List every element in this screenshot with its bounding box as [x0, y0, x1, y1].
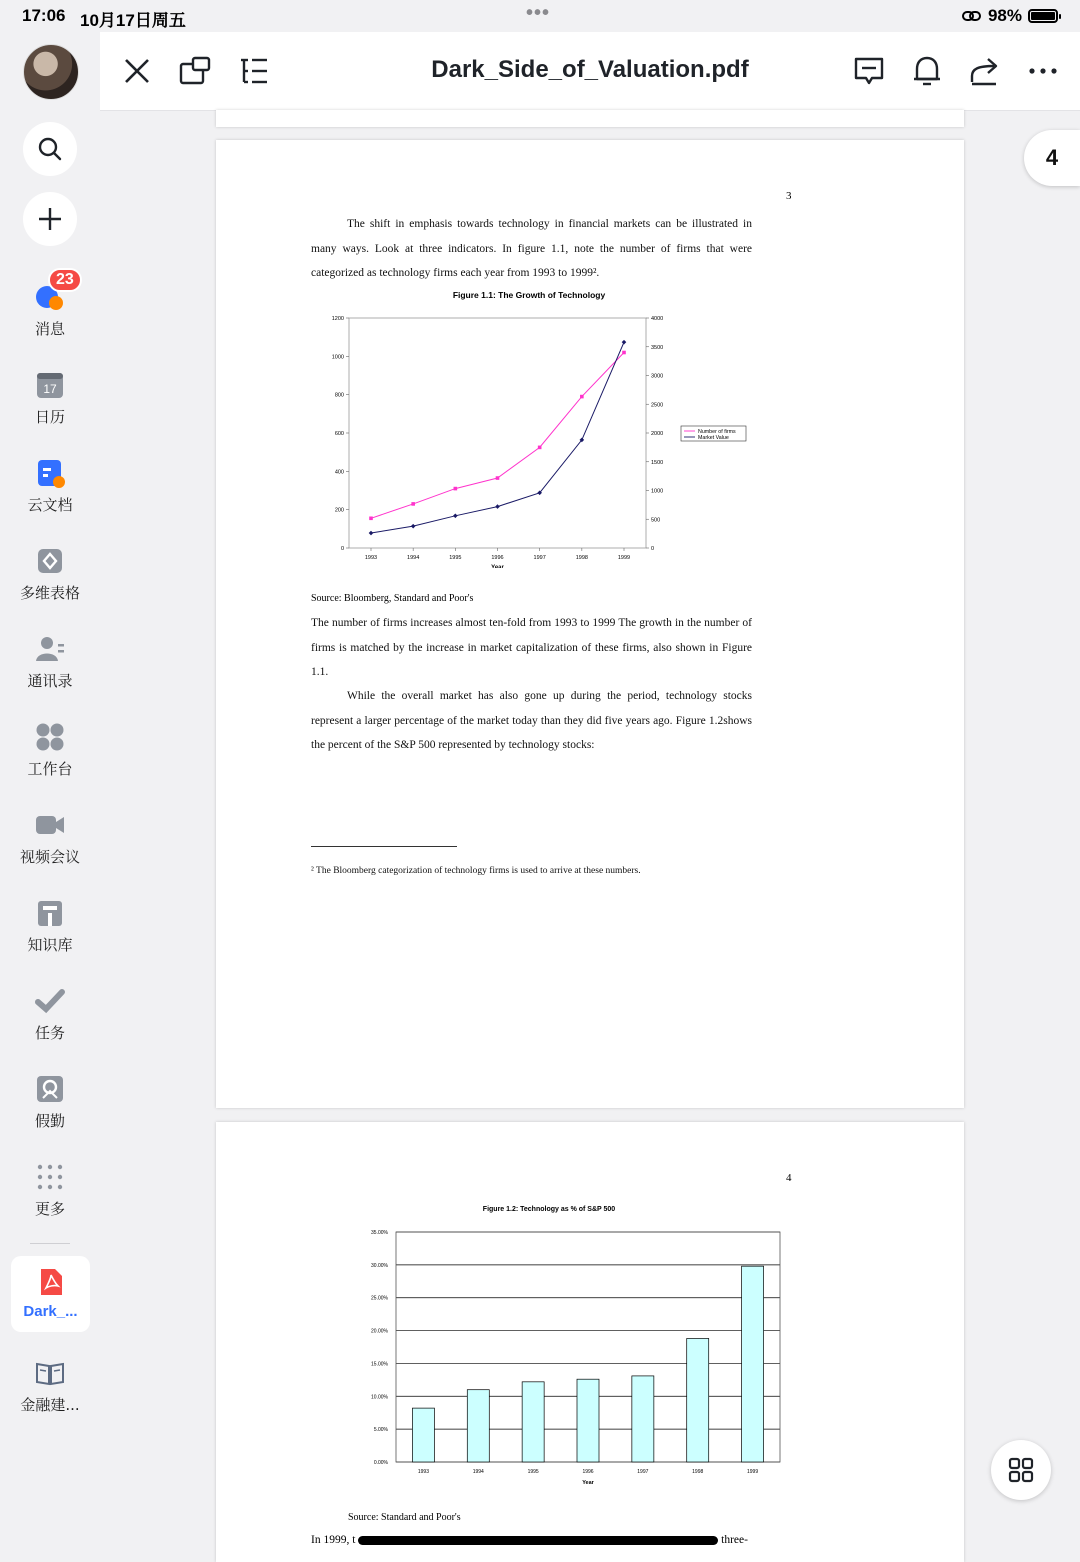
y-tick-label: 0	[340, 546, 344, 552]
share-icon	[968, 54, 1002, 88]
sidebar-item-label: 视频会议	[19, 848, 80, 866]
partial-paragraph	[311, 1534, 752, 1546]
y-tick-label: 1000	[331, 354, 344, 361]
data-point	[496, 476, 500, 480]
sidebar-item-calendar[interactable]	[0, 370, 100, 427]
bar	[687, 1338, 709, 1462]
y2-tick-label: 4000	[651, 316, 664, 322]
active-document-label: Dark_...	[23, 1303, 78, 1320]
x-tick-label: 1998	[575, 555, 588, 561]
sidebar-item-wiki[interactable]	[0, 898, 100, 955]
data-point	[369, 531, 374, 536]
data-point	[622, 351, 626, 355]
sidebar-item-label: 云文档	[27, 496, 73, 514]
data-point	[411, 524, 416, 529]
y-tick-label: 5.00%	[373, 1427, 388, 1434]
pdf-icon	[11, 1268, 90, 1301]
data-point	[580, 395, 584, 399]
video-meeting-icon	[35, 810, 65, 840]
y-tick-label: 25.00%	[371, 1295, 388, 1302]
y-tick-label: 200	[334, 507, 344, 514]
y-tick-label: 600	[334, 431, 344, 437]
battery-fill	[1031, 12, 1055, 20]
x-tick-label: 1996	[491, 555, 504, 561]
sidebar-item-cloud-docs[interactable]	[0, 458, 100, 515]
y-tick-label: 800	[334, 392, 344, 399]
add-button[interactable]	[23, 192, 77, 246]
sidebar-item-label: 更多	[34, 1200, 65, 1218]
cloud-doc-icon	[35, 458, 65, 488]
page-number: 4	[786, 1172, 792, 1184]
x-axis-label: Year	[491, 565, 504, 568]
plot-area	[349, 318, 646, 548]
bar	[577, 1379, 599, 1462]
bar	[632, 1376, 654, 1462]
workplace-icon	[35, 722, 65, 752]
chart-figure-1-1	[311, 288, 771, 568]
y-tick-label: 15.00%	[371, 1361, 388, 1368]
redaction-bar	[358, 1536, 718, 1545]
task-icon	[35, 986, 65, 1016]
y-tick-label: 35.00%	[371, 1230, 388, 1236]
sidebar-item-contacts[interactable]	[0, 634, 100, 691]
comment-button[interactable]	[852, 54, 886, 88]
x-tick-label: 1999	[747, 1469, 759, 1475]
data-point	[369, 516, 373, 520]
x-tick-label: 1993	[417, 1469, 429, 1475]
y-tick-label: 1200	[331, 316, 344, 322]
wiki-icon	[35, 898, 65, 928]
x-axis-label: Year	[582, 1480, 594, 1486]
chart-source: Source: Standard and Poor's	[348, 1512, 461, 1523]
pdf-page-2-tail	[216, 110, 964, 127]
y-tick-label: 30.00%	[371, 1262, 388, 1269]
sidebar-item-workplace[interactable]	[0, 722, 100, 779]
link-icon	[962, 9, 982, 23]
chart-title: Figure 1.1: The Growth of Technology	[452, 290, 606, 300]
thumbnail-grid-button[interactable]	[991, 1440, 1051, 1500]
y2-tick-label: 1000	[651, 488, 664, 495]
x-tick-label: 1999	[617, 555, 631, 561]
status-date: 10月17日周五	[80, 11, 186, 30]
search-icon	[37, 136, 63, 162]
sidebar-item-label: 多维表格	[19, 584, 80, 602]
battery-percent: 98%	[987, 6, 1022, 25]
y2-tick-label: 2500	[651, 402, 664, 409]
battery-status	[962, 6, 1058, 26]
plus-icon	[37, 206, 63, 232]
y-tick-label: 10.00%	[371, 1394, 388, 1401]
y2-tick-label: 0	[651, 546, 655, 552]
current-page-indicator[interactable]: 4	[1024, 130, 1080, 186]
comment-icon	[852, 54, 886, 88]
x-tick-label: 1995	[449, 555, 462, 561]
book-icon	[35, 1358, 65, 1388]
y2-tick-label: 1500	[651, 459, 664, 466]
sidebar-item-active-document[interactable]	[11, 1256, 90, 1332]
more-grid-icon	[35, 1162, 65, 1192]
document-toolbar	[100, 32, 1080, 111]
sidebar-item-label: 消息	[34, 320, 65, 338]
sidebar-item-finance-doc[interactable]	[0, 1358, 100, 1415]
sidebar-item-video-meeting[interactable]	[0, 810, 100, 867]
attendance-icon	[35, 1074, 65, 1104]
multitask-dots-icon[interactable]: •••	[526, 2, 551, 24]
bar	[467, 1390, 489, 1462]
status-time: 17:06	[22, 6, 66, 25]
sidebar-item-attendance[interactable]	[0, 1074, 100, 1131]
sidebar-item-tasks[interactable]	[0, 986, 100, 1043]
y2-tick-label: 500	[651, 517, 661, 524]
pdf-page-4	[216, 1122, 964, 1562]
x-tick-label: 1997	[637, 1469, 649, 1475]
footnote-divider	[311, 846, 457, 847]
sidebar-item-label: 假勤	[34, 1112, 65, 1130]
sidebar-item-messages[interactable]	[0, 282, 100, 339]
x-tick-label: 1993	[364, 555, 378, 561]
page-number: 3	[786, 190, 792, 202]
document-title: Dark_Side_of_Valuation.pdf	[431, 56, 749, 83]
y-tick-label: 400	[334, 469, 344, 476]
x-tick-label: 1996	[582, 1469, 594, 1475]
sidebar-divider	[30, 1243, 70, 1244]
battery-icon	[1028, 9, 1058, 23]
paragraph: The shift in emphasis towards technology in financial markets can be illustrated in many ways. Look at three indicators. In figure 1.1, note the number of firms that were categorized as technology firms each year from 1993 to 1999².	[311, 218, 752, 279]
bar	[522, 1382, 544, 1462]
chart-title: Figure 1.2: Technology as % of S&P 500	[482, 1206, 616, 1213]
calendar-icon	[35, 370, 65, 400]
bell-icon	[910, 54, 944, 88]
data-point	[538, 446, 542, 450]
data-point	[454, 487, 458, 491]
bar	[412, 1408, 434, 1462]
partial-text-end: three-	[721, 1534, 748, 1546]
y-tick-label: 20.00%	[371, 1328, 388, 1335]
pdf-page-3	[216, 140, 964, 1108]
contacts-icon	[35, 634, 65, 664]
chart-source: Source: Bloomberg, Standard and Poor's	[311, 593, 474, 604]
unread-badge: 23	[48, 268, 82, 292]
sidebar-item-label: 任务	[34, 1024, 65, 1042]
chart-figure-1-2	[356, 1200, 816, 1490]
data-point	[495, 504, 500, 509]
sidebar-item-base[interactable]	[0, 546, 100, 603]
x-tick-label: 1995	[527, 1469, 539, 1475]
legend-label: Market Value	[698, 435, 729, 441]
footnote: ² The Bloomberg categorization of technology firms is used to arrive at these numbers.	[311, 866, 641, 876]
sidebar-item-label: 金融建...	[20, 1396, 80, 1414]
search-button[interactable]	[23, 122, 77, 176]
y2-tick-label: 3500	[651, 344, 664, 351]
partial-text-start: In 1999, t	[311, 1534, 356, 1546]
x-tick-label: 1994	[407, 555, 420, 561]
sidebar-item-label: 日历	[34, 408, 65, 426]
sidebar-item-label: 工作台	[27, 760, 73, 778]
calendar-day: 17	[43, 382, 57, 396]
y2-tick-label: 3000	[651, 373, 664, 380]
avatar[interactable]	[23, 44, 79, 100]
x-tick-label: 1998	[692, 1469, 704, 1475]
grid-icon	[1008, 1457, 1034, 1483]
share-button[interactable]	[968, 54, 1002, 88]
base-table-icon	[35, 546, 65, 576]
sidebar-item-label: 通讯录	[27, 672, 73, 690]
paragraph: The number of firms increases almost ten-fold from 1993 to 1999 The growth in the number of firms is matched by the increase in market capitalization of these firms, also shown in Figure 1.1.	[311, 617, 752, 678]
y-tick-label: 0.00%	[373, 1460, 388, 1466]
x-tick-label: 1997	[533, 555, 546, 561]
series-line	[371, 353, 624, 519]
status-bar	[0, 0, 1080, 32]
more-options-button[interactable]	[1026, 54, 1060, 88]
more-horizontal-icon	[1026, 54, 1060, 88]
paragraph: While the overall market has also gone up during the period, technology stocks represent a larger percentage of the market today than they did five years ago. Figure 1.2shows the percent of the S&P 500 represented by technology stocks:	[311, 690, 752, 751]
notification-button[interactable]	[910, 54, 944, 88]
sidebar-item-more[interactable]	[0, 1162, 100, 1219]
bar	[742, 1266, 764, 1462]
legend-label: Number of firms	[698, 429, 736, 435]
data-point	[411, 502, 415, 506]
data-point	[622, 340, 627, 345]
y2-tick-label: 2000	[651, 431, 664, 437]
sidebar-item-label: 知识库	[27, 936, 73, 954]
data-point	[453, 514, 458, 519]
x-tick-label: 1994	[472, 1469, 484, 1475]
